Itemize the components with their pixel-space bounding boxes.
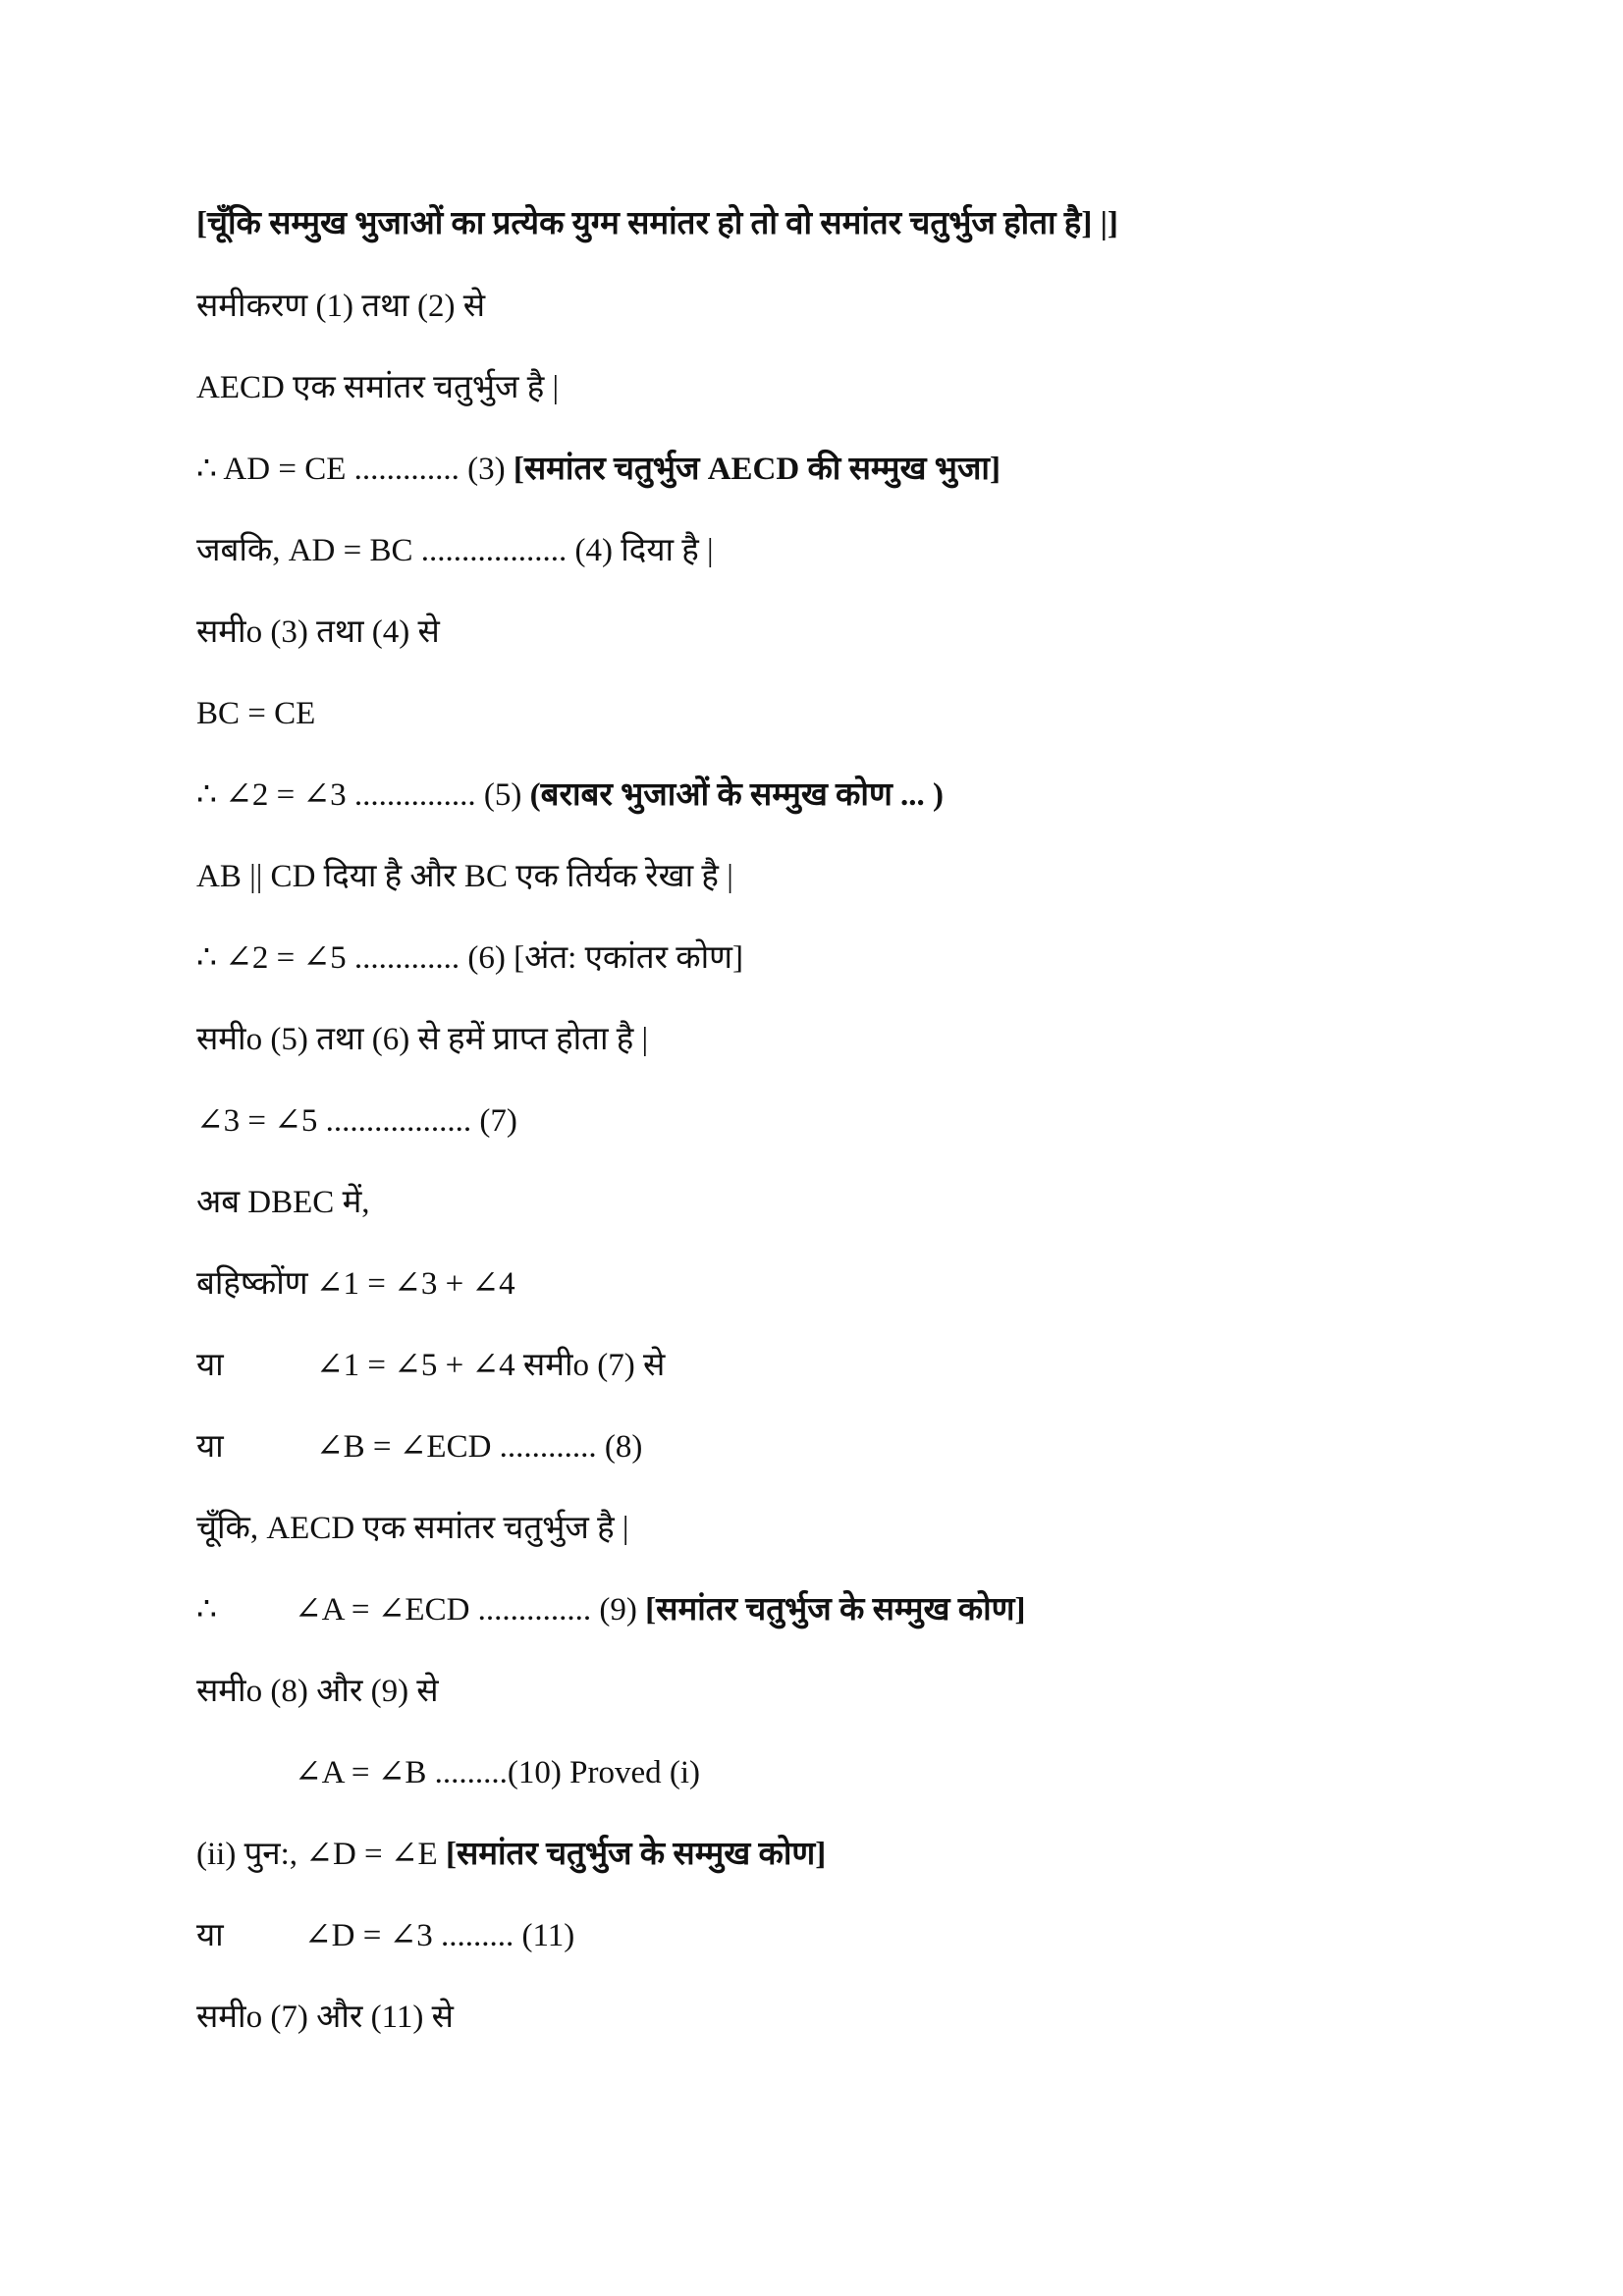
proof-line-10: [196, 938, 743, 978]
line-text: ∴ AD = CE ............. (3): [196, 452, 506, 487]
line-text: ∴ ∠2 = ∠3 ............... (5): [196, 777, 522, 813]
line-text: ∠1 = ∠5 + ∠4 समीo (7) से: [316, 1348, 666, 1383]
proof-line-15: [196, 1346, 665, 1385]
line-text: समीo (8) और (9) से: [196, 1674, 439, 1709]
line-label: या: [196, 1918, 224, 1953]
proof-line-7: [196, 694, 315, 733]
line-text: समीo (5) तथा (6) से हमें प्राप्त होता है |: [196, 1022, 649, 1057]
line-text: समीo (7) और (11) से: [196, 2000, 454, 2035]
proof-line-23: [196, 1998, 454, 2037]
proof-line-8: [196, 775, 944, 815]
line-text: ∠D = ∠3 ......... (11): [304, 1918, 575, 1953]
proof-line-22: [196, 1916, 574, 1955]
proof-line-12: [196, 1101, 517, 1141]
line-label: ∴: [196, 1592, 217, 1628]
line-text: समीo (3) तथा (4) से: [196, 614, 440, 650]
proof-line-18: [196, 1590, 1025, 1629]
line-reason: (बराबर भुजाओं के सम्मुख कोण ... ): [529, 777, 945, 813]
proof-line-11: [196, 1020, 648, 1059]
line-text: चूँकि, AECD एक समांतर चतुर्भुज है |: [196, 1511, 629, 1546]
line-text: AECD एक समांतर चतुर्भुज है |: [196, 370, 560, 405]
line-text: ∴ ∠2 = ∠5 ............. (6) [अंत: एकांतर कोण]: [196, 940, 744, 976]
proof-line-21: [196, 1835, 826, 1874]
line-text: ∠A = ∠B .........(10) Proved (i): [295, 1755, 701, 1790]
proof-line-4: [196, 450, 1001, 489]
line-text: AB || CD दिया है और BC एक तिर्यक रेखा है |: [196, 859, 733, 894]
proof-line-17: [196, 1509, 629, 1548]
line-text: ∠3 = ∠5 .................. (7): [196, 1103, 517, 1139]
line-text: ∠B = ∠ECD ............ (8): [316, 1429, 643, 1465]
line-text: अब DBEC में,: [196, 1185, 370, 1220]
line-text: जबकि, AD = BC .................. (4) दिया है |: [196, 533, 714, 568]
proof-line-14: [196, 1264, 515, 1304]
proof-line-6: [196, 613, 440, 652]
line-label: या: [196, 1348, 224, 1383]
proof-line-1: [196, 204, 1118, 243]
proof-line-2: [196, 287, 485, 326]
line-reason: [समांतर चतुर्भुज के सम्मुख कोण]: [445, 1837, 827, 1872]
line-text: समीकरण (1) तथा (2) से: [196, 289, 485, 324]
proof-line-9: [196, 857, 733, 896]
proof-line-3: [196, 368, 559, 407]
proof-line-20: [295, 1753, 700, 1792]
line-reason: [समांतर चतुर्भुज AECD की सम्मुख भुजा]: [513, 452, 1001, 487]
line-text: बहिष्कोंण ∠1 = ∠3 + ∠4: [196, 1266, 515, 1302]
proof-line-19: [196, 1672, 439, 1711]
line-text: (ii) पुन:, ∠D = ∠E: [196, 1837, 438, 1872]
line-text: [चूँकि सम्मुख भुजाओं का प्रत्येक युग्म समांतर हो तो वो समांतर चतुर्भुज होता है] |]: [196, 206, 1118, 241]
proof-line-5: [196, 531, 714, 570]
line-text: BC = CE: [196, 696, 316, 731]
proof-line-16: [196, 1427, 642, 1467]
proof-line-13: [196, 1183, 370, 1222]
line-text: ∠A = ∠ECD .............. (9): [295, 1592, 637, 1628]
line-label: या: [196, 1429, 224, 1465]
line-reason: [समांतर चतुर्भुज के सम्मुख कोण]: [645, 1592, 1026, 1628]
